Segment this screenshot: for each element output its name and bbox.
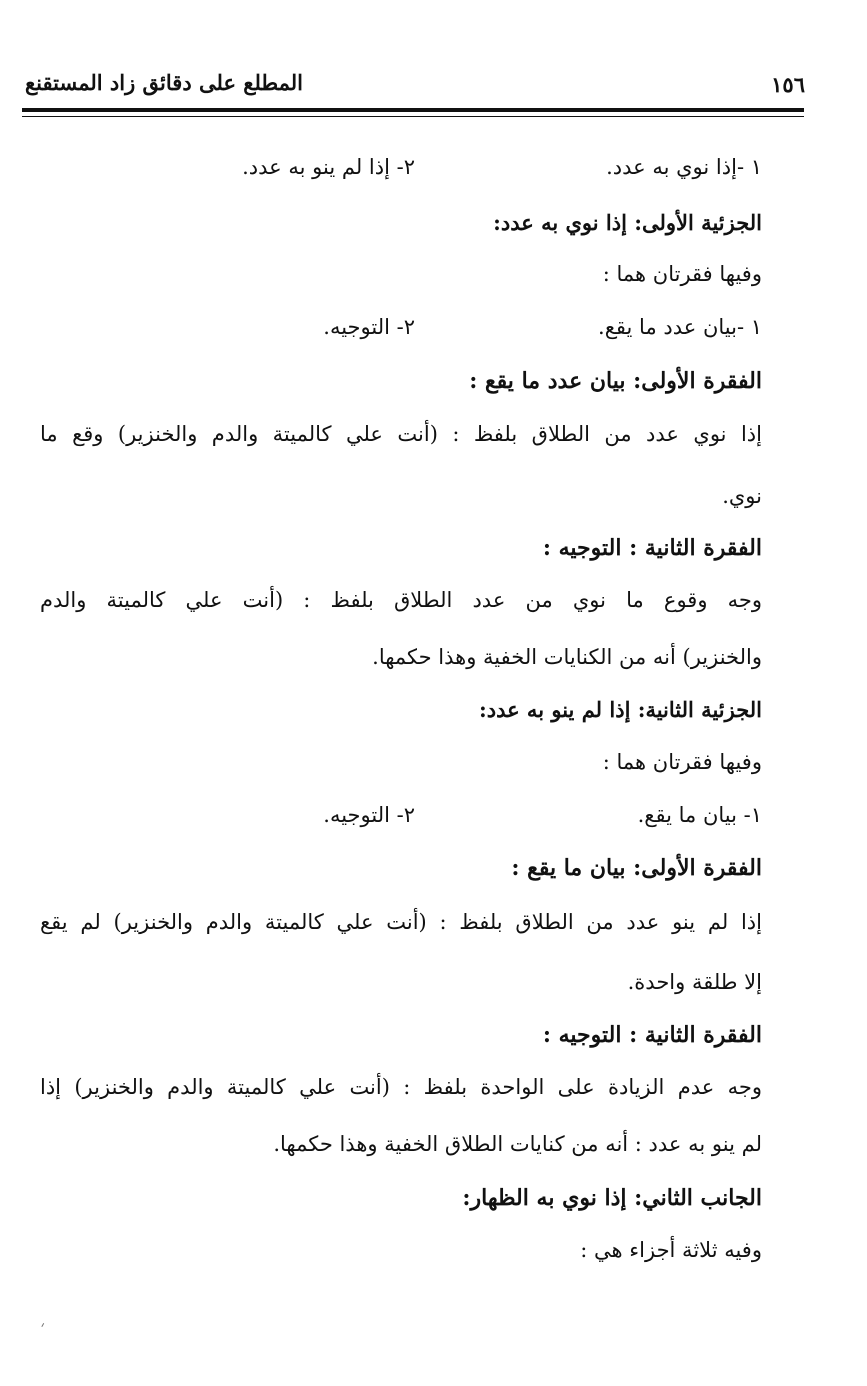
page-number: ١٥٦ (771, 72, 805, 97)
running-title: المطلع على دقائق زاد المستقنع (25, 70, 304, 95)
header-rule-thin (22, 116, 804, 117)
section-heading: الجزئية الأولى: إذا نوي به عدد: (493, 210, 762, 235)
subsection-heading: الفقرة الأولى: بيان عدد ما يقع : (469, 368, 762, 394)
list-item: ٢- التوجيه. (323, 803, 415, 827)
subsection-heading: الفقرة الأولى: بيان ما يقع : (511, 855, 762, 881)
list-item: ٢- إذا لم ينو به عدد. (242, 155, 415, 179)
section-heading: الجانب الثاني: إذا نوي به الظهار: (462, 1185, 762, 1211)
paragraph-line: إذا نوي عدد من الطلاق بلفظ : (أنت علي كالميتة والدم والخنزير) وقع ما (40, 422, 762, 446)
header-rule (22, 108, 804, 112)
subsection-heading: الفقرة الثانية : التوجيه : (542, 535, 762, 561)
subsection-heading: الفقرة الثانية : التوجيه : (542, 1022, 762, 1048)
paragraph-line: وجه عدم الزيادة على الواحدة بلفظ : (أنت علي كالميتة والدم والخنزير) إذا (40, 1075, 762, 1099)
list-item: ١- بيان ما يقع. (637, 803, 762, 827)
paragraph-line: وجه وقوع ما نوي من عدد الطلاق بلفظ : (أنت علي كالميتة والدم (40, 588, 762, 612)
paragraph-line: إذا لم ينو عدد من الطلاق بلفظ : (أنت علي كالميتة والدم والخنزير) لم يقع (40, 910, 762, 934)
paragraph-line: إلا طلقة واحدة. (627, 970, 762, 994)
scan-mark (41, 1323, 47, 1329)
list-item: ٢- التوجيه. (323, 315, 415, 339)
paragraph-line: نوي. (722, 484, 762, 508)
paragraph-line: لم ينو به عدد : أنه من كنايات الطلاق الخفية وهذا حكمها. (273, 1132, 762, 1156)
paragraph: وفيه ثلاثة أجزاء هي : (580, 1238, 762, 1262)
list-item: ١ -إذا نوي به عدد. (606, 155, 762, 179)
paragraph: وفيها فقرتان هما : (602, 750, 762, 774)
paragraph-line: والخنزير) أنه من الكنايات الخفية وهذا حكمها. (372, 645, 762, 669)
section-heading: الجزئية الثانية: إذا لم ينو به عدد: (478, 697, 762, 722)
list-item: ١ -بيان عدد ما يقع. (598, 315, 762, 339)
paragraph: وفيها فقرتان هما : (602, 262, 762, 286)
